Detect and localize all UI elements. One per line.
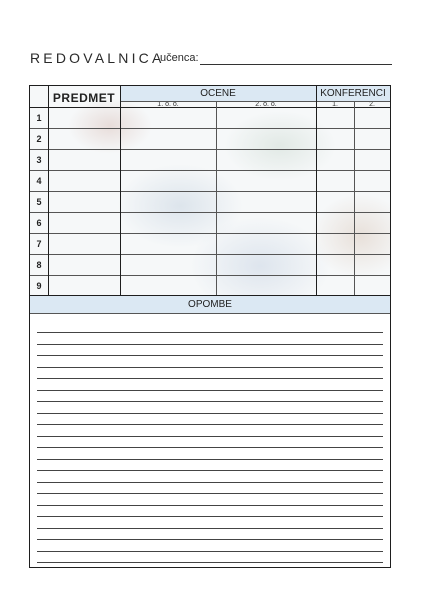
- note-line: [37, 436, 383, 437]
- row-divider: [30, 254, 390, 255]
- row-divider: [30, 149, 390, 150]
- row-number: 4: [36, 176, 42, 186]
- note-line: [37, 367, 383, 368]
- column-divider: [120, 86, 121, 295]
- note-line: [37, 516, 383, 517]
- row-divider: [30, 128, 390, 129]
- note-line: [37, 539, 383, 540]
- subject-header: PREDMET: [52, 91, 116, 105]
- row-number: 5: [36, 197, 42, 207]
- grade-period-2-label: 2. o. o.: [255, 101, 277, 108]
- note-line: [37, 332, 383, 333]
- conference-2-label: 2.: [369, 101, 375, 108]
- note-line: [37, 401, 383, 402]
- note-line: [37, 447, 383, 448]
- row-divider: [30, 233, 390, 234]
- row-number: 7: [36, 239, 42, 249]
- note-line: [37, 390, 383, 391]
- note-line: [37, 355, 383, 356]
- row-number: 2: [36, 134, 42, 144]
- header-subline: [120, 101, 390, 102]
- note-line: [37, 562, 383, 563]
- column-divider: [216, 101, 217, 295]
- row-number: 1: [36, 113, 42, 123]
- note-line: [37, 344, 383, 345]
- row-divider: [30, 191, 390, 192]
- student-label: učenca:: [160, 52, 199, 64]
- notes-header: OPOMBE: [30, 296, 390, 314]
- grades-header: OCENE: [200, 88, 236, 99]
- row-divider: [30, 170, 390, 171]
- grade-period-1-label: 1. o. o.: [157, 101, 179, 108]
- note-line: [37, 551, 383, 552]
- grades-table: [29, 85, 391, 296]
- column-divider: [316, 86, 317, 295]
- row-number: 8: [36, 260, 42, 270]
- row-divider: [30, 212, 390, 213]
- conferences-header: KONFERENCI: [320, 88, 386, 99]
- column-divider: [48, 86, 49, 295]
- conference-1-label: 1.: [332, 101, 338, 108]
- note-line: [37, 493, 383, 494]
- row-number: 3: [36, 155, 42, 165]
- header-divider: [30, 107, 390, 108]
- note-line: [37, 459, 383, 460]
- notes-section: [29, 296, 391, 568]
- note-line: [37, 528, 383, 529]
- note-line: [37, 424, 383, 425]
- row-number: 6: [36, 218, 42, 228]
- note-line: [37, 505, 383, 506]
- note-line: [37, 482, 383, 483]
- student-name-field[interactable]: [200, 64, 392, 65]
- column-divider: [354, 101, 355, 295]
- row-number: 9: [36, 281, 42, 291]
- row-divider: [30, 275, 390, 276]
- page-title: REDOVALNICA: [30, 50, 165, 66]
- note-line: [37, 378, 383, 379]
- title-row: [30, 50, 392, 68]
- note-line: [37, 470, 383, 471]
- note-line: [37, 413, 383, 414]
